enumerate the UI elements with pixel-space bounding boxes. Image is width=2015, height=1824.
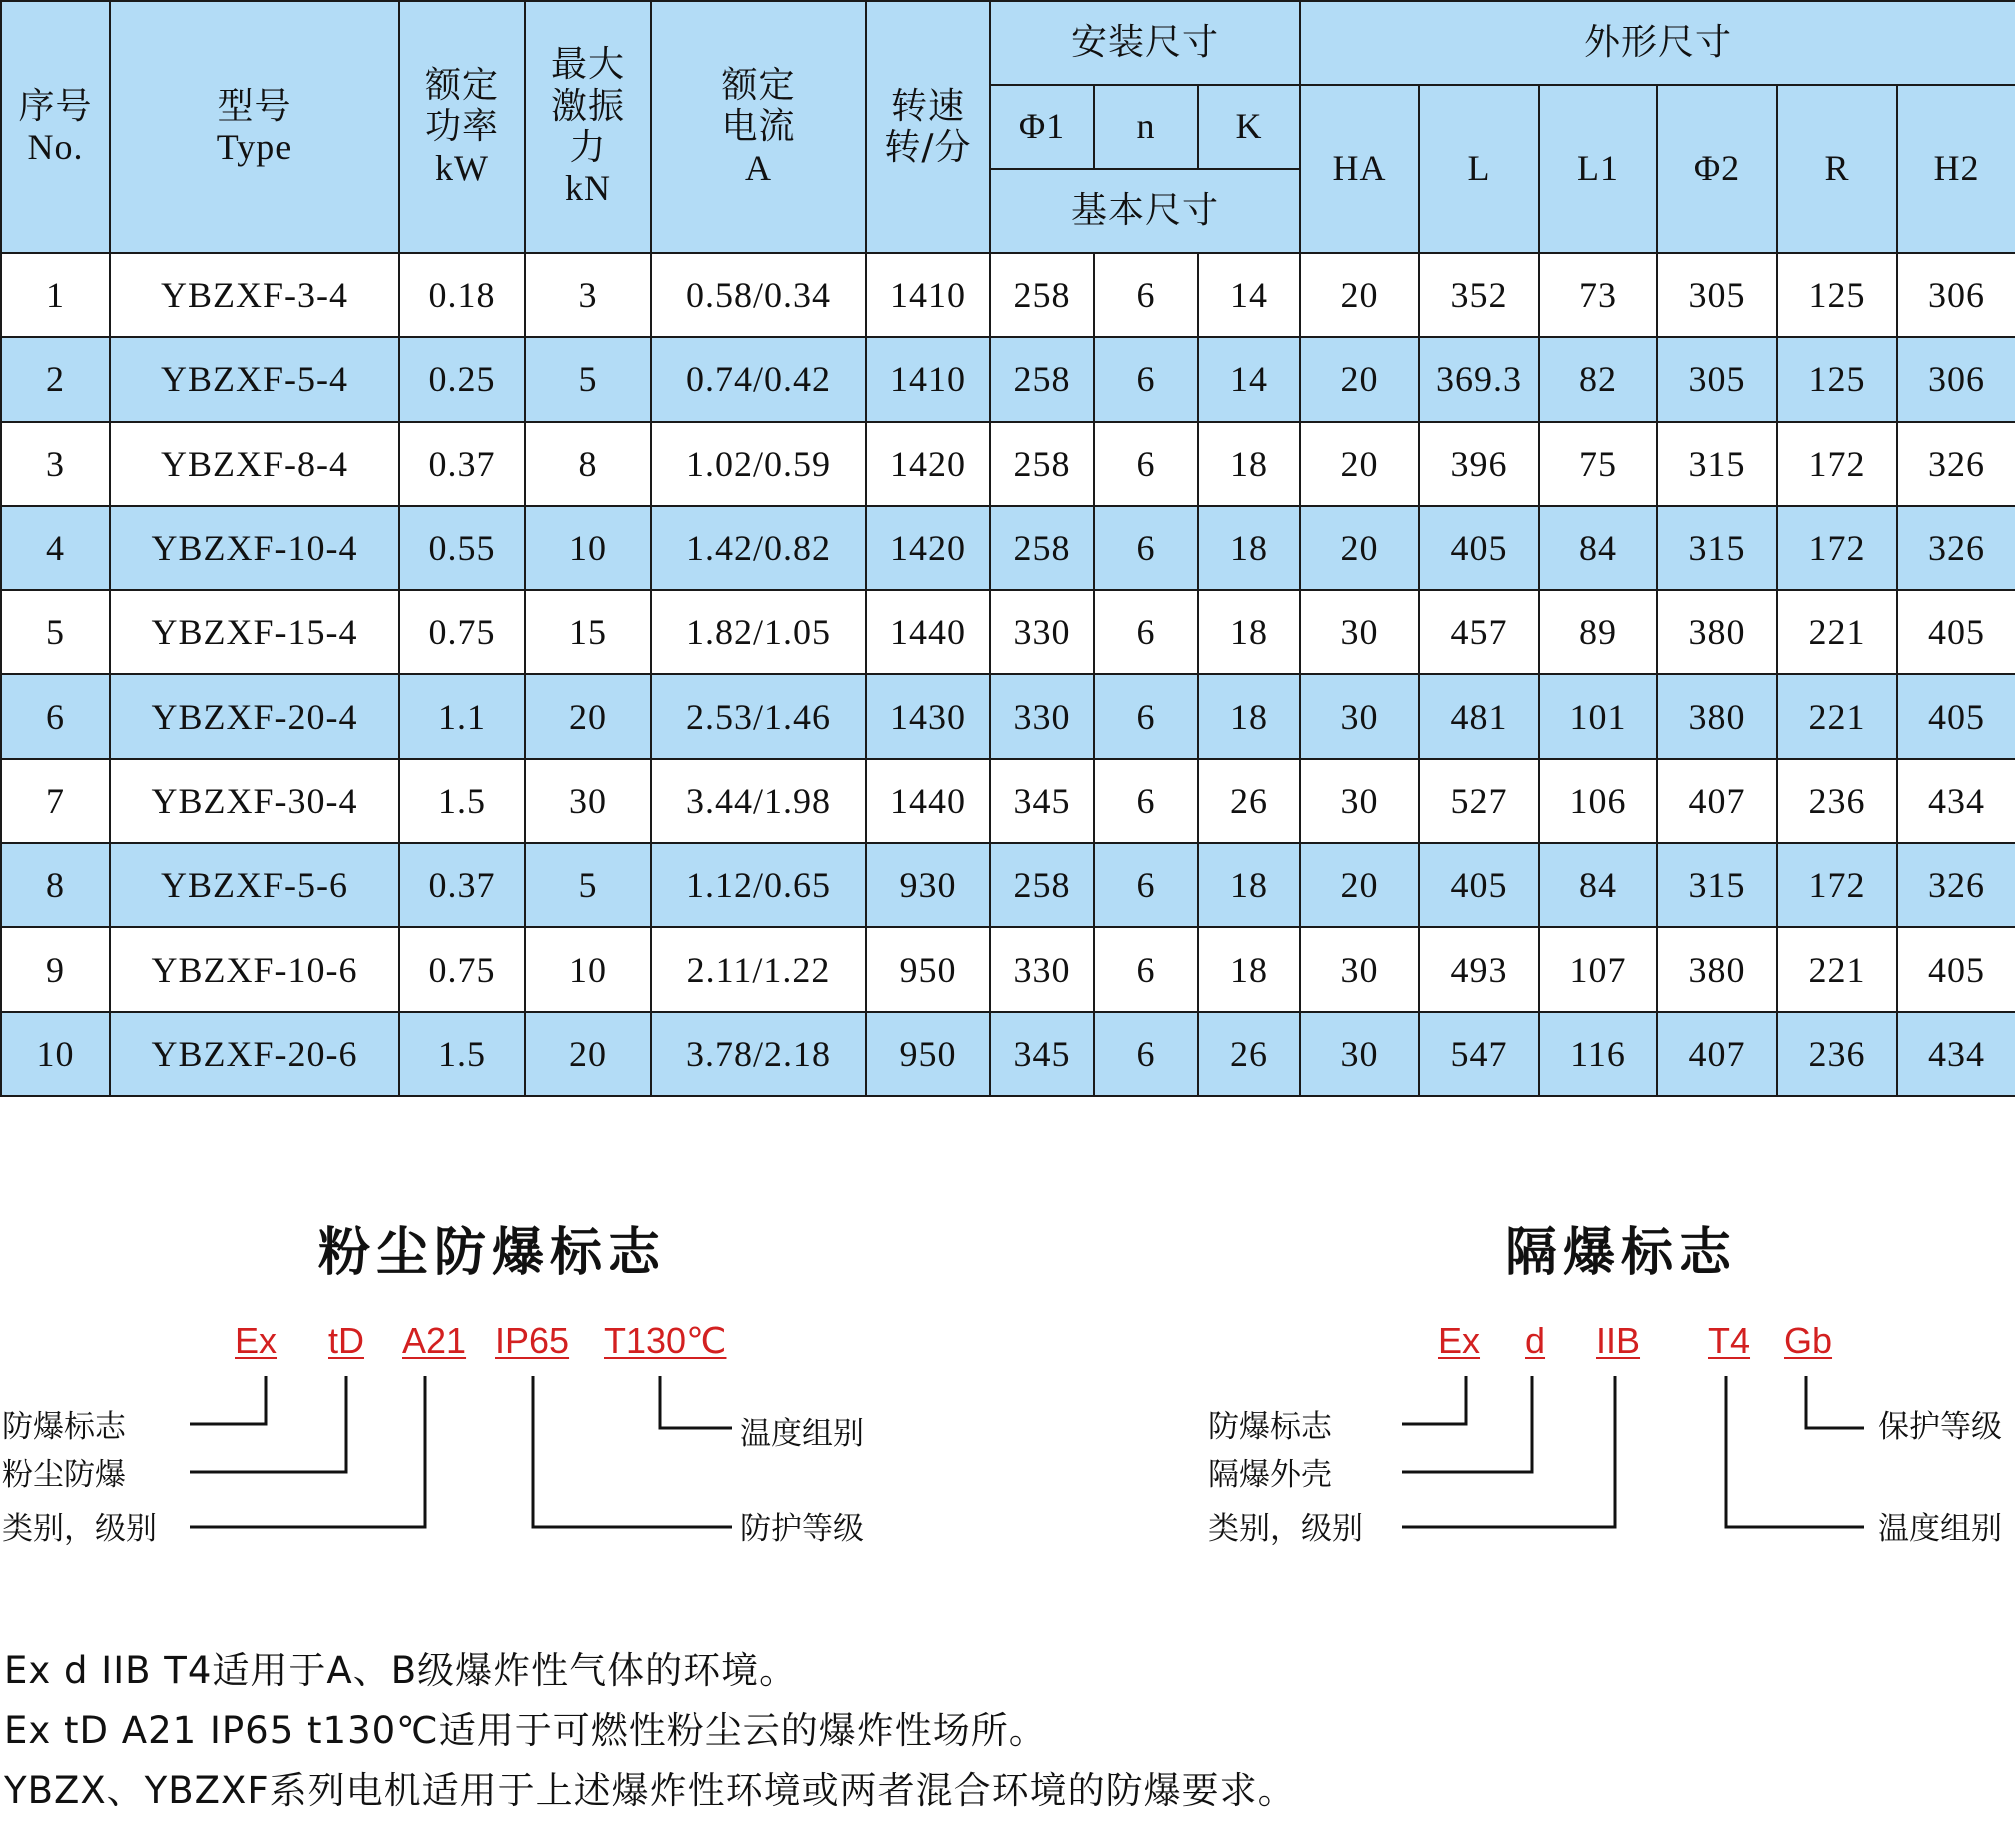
header-speed: 转速 转/分 bbox=[866, 1, 990, 253]
flame-title: 隔爆标志 bbox=[1505, 1223, 1738, 1283]
dust-connector-temp bbox=[660, 1376, 732, 1428]
header-ha: HA bbox=[1300, 85, 1419, 253]
cell-current: 1.82/1.05 bbox=[651, 590, 866, 674]
note-dust: Ex tD A21 IP65 t130℃适用于可燃性粉尘云的爆炸性场所。 bbox=[4, 1709, 1047, 1752]
flame-code-gb: Gb bbox=[1784, 1320, 1833, 1361]
cell-force: 10 bbox=[525, 506, 651, 590]
cell-ha: 30 bbox=[1300, 590, 1419, 674]
cell-power: 0.25 bbox=[399, 337, 525, 421]
cell-speed: 930 bbox=[866, 843, 990, 927]
cell-n: 6 bbox=[1094, 674, 1198, 758]
cell-ha: 20 bbox=[1300, 422, 1419, 506]
cell-l1: 116 bbox=[1539, 1012, 1657, 1096]
cell-phi2: 407 bbox=[1657, 759, 1777, 843]
cell-n: 6 bbox=[1094, 843, 1198, 927]
cell-type: YBZXF-20-4 bbox=[110, 674, 399, 758]
flame-code-d: d bbox=[1525, 1320, 1546, 1361]
cell-ha: 20 bbox=[1300, 506, 1419, 590]
cell-speed: 1440 bbox=[866, 759, 990, 843]
cell-current: 1.02/0.59 bbox=[651, 422, 866, 506]
cell-k: 18 bbox=[1198, 506, 1300, 590]
cell-type: YBZXF-8-4 bbox=[110, 422, 399, 506]
cell-seq: 5 bbox=[1, 590, 110, 674]
cell-seq: 10 bbox=[1, 1012, 110, 1096]
cell-current: 3.44/1.98 bbox=[651, 759, 866, 843]
dust-connector-ex bbox=[190, 1376, 266, 1424]
header-r: R bbox=[1777, 85, 1897, 253]
cell-phi1: 258 bbox=[990, 506, 1094, 590]
cell-ha: 30 bbox=[1300, 674, 1419, 758]
cell-power: 0.75 bbox=[399, 590, 525, 674]
dust-code-temp: T130℃ bbox=[604, 1320, 727, 1361]
cell-ha: 30 bbox=[1300, 1012, 1419, 1096]
cell-power: 1.1 bbox=[399, 674, 525, 758]
dust-label-category: 类别，级别 bbox=[2, 1511, 157, 1547]
cell-type: YBZXF-15-4 bbox=[110, 590, 399, 674]
note-gas: Ex d IIB T4适用于A、B级爆炸性气体的环境。 bbox=[4, 1649, 798, 1692]
cell-seq: 7 bbox=[1, 759, 110, 843]
cell-l1: 89 bbox=[1539, 590, 1657, 674]
cell-seq: 1 bbox=[1, 253, 110, 337]
cell-phi2: 380 bbox=[1657, 927, 1777, 1011]
flame-label-temp: 温度组别 bbox=[1878, 1511, 2002, 1547]
cell-phi2: 315 bbox=[1657, 843, 1777, 927]
cell-seq: 3 bbox=[1, 422, 110, 506]
flame-code-ex: Ex bbox=[1438, 1320, 1481, 1361]
dust-title: 粉尘防爆标志 bbox=[318, 1223, 667, 1283]
flame-code-iib: IIB bbox=[1596, 1320, 1641, 1361]
cell-power: 1.5 bbox=[399, 759, 525, 843]
cell-speed: 950 bbox=[866, 1012, 990, 1096]
cell-r: 172 bbox=[1777, 422, 1897, 506]
cell-l: 527 bbox=[1419, 759, 1539, 843]
cell-phi1: 258 bbox=[990, 843, 1094, 927]
cell-r: 236 bbox=[1777, 759, 1897, 843]
header-power: 额定 功率 kW bbox=[399, 1, 525, 253]
header-phi2: Φ2 bbox=[1657, 85, 1777, 253]
cell-current: 0.74/0.42 bbox=[651, 337, 866, 421]
cell-n: 6 bbox=[1094, 506, 1198, 590]
cell-r: 236 bbox=[1777, 1012, 1897, 1096]
cell-phi2: 305 bbox=[1657, 337, 1777, 421]
cell-h2: 306 bbox=[1897, 253, 2015, 337]
header-h2: H2 bbox=[1897, 85, 2015, 253]
cell-current: 3.78/2.18 bbox=[651, 1012, 866, 1096]
cell-k: 26 bbox=[1198, 759, 1300, 843]
cell-type: YBZXF-20-6 bbox=[110, 1012, 399, 1096]
dust-code-td: tD bbox=[328, 1320, 364, 1361]
cell-r: 125 bbox=[1777, 253, 1897, 337]
cell-h2: 326 bbox=[1897, 506, 2015, 590]
cell-k: 18 bbox=[1198, 843, 1300, 927]
cell-phi1: 330 bbox=[990, 927, 1094, 1011]
cell-l1: 84 bbox=[1539, 843, 1657, 927]
cell-n: 6 bbox=[1094, 590, 1198, 674]
cell-n: 6 bbox=[1094, 927, 1198, 1011]
cell-k: 18 bbox=[1198, 422, 1300, 506]
cell-force: 3 bbox=[525, 253, 651, 337]
cell-ha: 20 bbox=[1300, 337, 1419, 421]
cell-phi1: 258 bbox=[990, 422, 1094, 506]
cell-r: 221 bbox=[1777, 674, 1897, 758]
cell-r: 172 bbox=[1777, 506, 1897, 590]
cell-l: 405 bbox=[1419, 506, 1539, 590]
cell-n: 6 bbox=[1094, 1012, 1198, 1096]
dust-connector-a21 bbox=[190, 1376, 425, 1527]
cell-type: YBZXF-5-6 bbox=[110, 843, 399, 927]
cell-phi1: 258 bbox=[990, 337, 1094, 421]
flame-connector-iib bbox=[1402, 1376, 1615, 1527]
cell-speed: 1440 bbox=[866, 590, 990, 674]
cell-phi1: 330 bbox=[990, 590, 1094, 674]
cell-l: 396 bbox=[1419, 422, 1539, 506]
cell-current: 0.58/0.34 bbox=[651, 253, 866, 337]
cell-r: 172 bbox=[1777, 843, 1897, 927]
header-type: 型号 Type bbox=[110, 1, 399, 253]
cell-power: 0.55 bbox=[399, 506, 525, 590]
dust-label-protection: 防护等级 bbox=[740, 1511, 864, 1547]
cell-l: 493 bbox=[1419, 927, 1539, 1011]
cell-current: 2.53/1.46 bbox=[651, 674, 866, 758]
header-install-group: 安装尺寸 bbox=[990, 1, 1300, 85]
cell-phi2: 315 bbox=[1657, 506, 1777, 590]
dust-code-a21: A21 bbox=[402, 1320, 467, 1361]
cell-k: 26 bbox=[1198, 1012, 1300, 1096]
cell-seq: 4 bbox=[1, 506, 110, 590]
cell-n: 6 bbox=[1094, 253, 1198, 337]
dust-code-ex: Ex bbox=[235, 1320, 278, 1361]
cell-speed: 1410 bbox=[866, 337, 990, 421]
cell-h2: 405 bbox=[1897, 674, 2015, 758]
cell-l1: 82 bbox=[1539, 337, 1657, 421]
cell-speed: 1410 bbox=[866, 253, 990, 337]
cell-force: 30 bbox=[525, 759, 651, 843]
cell-ha: 30 bbox=[1300, 927, 1419, 1011]
cell-force: 5 bbox=[525, 337, 651, 421]
cell-power: 0.75 bbox=[399, 927, 525, 1011]
cell-l: 405 bbox=[1419, 843, 1539, 927]
cell-ha: 20 bbox=[1300, 843, 1419, 927]
cell-phi1: 330 bbox=[990, 674, 1094, 758]
cell-power: 0.18 bbox=[399, 253, 525, 337]
dust-label-temp: 温度组别 bbox=[740, 1416, 864, 1452]
cell-h2: 326 bbox=[1897, 843, 2015, 927]
cell-k: 14 bbox=[1198, 337, 1300, 421]
cell-h2: 405 bbox=[1897, 590, 2015, 674]
cell-l: 457 bbox=[1419, 590, 1539, 674]
header-k: K bbox=[1198, 85, 1300, 169]
cell-force: 5 bbox=[525, 843, 651, 927]
cell-type: YBZXF-5-4 bbox=[110, 337, 399, 421]
cell-l1: 75 bbox=[1539, 422, 1657, 506]
dust-code-ip65: IP65 bbox=[495, 1320, 570, 1361]
cell-n: 6 bbox=[1094, 422, 1198, 506]
cell-phi2: 407 bbox=[1657, 1012, 1777, 1096]
flame-connector-t4 bbox=[1726, 1376, 1864, 1527]
cell-k: 18 bbox=[1198, 927, 1300, 1011]
cell-type: YBZXF-3-4 bbox=[110, 253, 399, 337]
header-l: L bbox=[1419, 85, 1539, 253]
cell-phi2: 380 bbox=[1657, 590, 1777, 674]
cell-seq: 9 bbox=[1, 927, 110, 1011]
header-seq: 序号 No. bbox=[1, 1, 110, 253]
cell-seq: 8 bbox=[1, 843, 110, 927]
cell-l1: 84 bbox=[1539, 506, 1657, 590]
cell-h2: 434 bbox=[1897, 759, 2015, 843]
cell-current: 2.11/1.22 bbox=[651, 927, 866, 1011]
cell-phi1: 258 bbox=[990, 253, 1094, 337]
cell-h2: 326 bbox=[1897, 422, 2015, 506]
header-n: n bbox=[1094, 85, 1198, 169]
cell-speed: 950 bbox=[866, 927, 990, 1011]
cell-force: 10 bbox=[525, 927, 651, 1011]
cell-l1: 101 bbox=[1539, 674, 1657, 758]
cell-h2: 434 bbox=[1897, 1012, 2015, 1096]
flame-connector-gb bbox=[1806, 1376, 1864, 1428]
cell-n: 6 bbox=[1094, 337, 1198, 421]
dust-label-mark: 防爆标志 bbox=[2, 1409, 126, 1445]
dust-connector-ip65 bbox=[533, 1376, 732, 1527]
cell-seq: 2 bbox=[1, 337, 110, 421]
header-phi1: Φ1 bbox=[990, 85, 1094, 169]
flame-code-t4: T4 bbox=[1708, 1320, 1751, 1361]
header-force: 最大 激振 力 kN bbox=[525, 1, 651, 253]
cell-speed: 1420 bbox=[866, 422, 990, 506]
cell-power: 1.5 bbox=[399, 1012, 525, 1096]
cell-phi2: 315 bbox=[1657, 422, 1777, 506]
cell-force: 15 bbox=[525, 590, 651, 674]
cell-k: 18 bbox=[1198, 674, 1300, 758]
cell-current: 1.12/0.65 bbox=[651, 843, 866, 927]
cell-r: 125 bbox=[1777, 337, 1897, 421]
cell-speed: 1430 bbox=[866, 674, 990, 758]
cell-ha: 20 bbox=[1300, 253, 1419, 337]
header-outline-group: 外形尺寸 bbox=[1300, 1, 2015, 85]
cell-l: 352 bbox=[1419, 253, 1539, 337]
flame-connector-ex bbox=[1402, 1376, 1466, 1424]
flame-label-category: 类别，级别 bbox=[1208, 1511, 1363, 1547]
header-base-group: 基本尺寸 bbox=[990, 169, 1300, 253]
cell-l: 369.3 bbox=[1419, 337, 1539, 421]
cell-phi2: 305 bbox=[1657, 253, 1777, 337]
cell-k: 18 bbox=[1198, 590, 1300, 674]
cell-r: 221 bbox=[1777, 927, 1897, 1011]
cell-power: 0.37 bbox=[399, 843, 525, 927]
header-current: 额定 电流 A bbox=[651, 1, 866, 253]
cell-seq: 6 bbox=[1, 674, 110, 758]
cell-force: 20 bbox=[525, 1012, 651, 1096]
cell-l: 481 bbox=[1419, 674, 1539, 758]
cell-force: 20 bbox=[525, 674, 651, 758]
cell-h2: 405 bbox=[1897, 927, 2015, 1011]
cell-force: 8 bbox=[525, 422, 651, 506]
cell-k: 14 bbox=[1198, 253, 1300, 337]
cell-l1: 73 bbox=[1539, 253, 1657, 337]
cell-current: 1.42/0.82 bbox=[651, 506, 866, 590]
cell-phi1: 345 bbox=[990, 1012, 1094, 1096]
cell-ha: 30 bbox=[1300, 759, 1419, 843]
dust-label-dustproof: 粉尘防爆 bbox=[2, 1457, 126, 1493]
cell-l1: 106 bbox=[1539, 759, 1657, 843]
cell-n: 6 bbox=[1094, 759, 1198, 843]
header-l1: L1 bbox=[1539, 85, 1657, 253]
cell-type: YBZXF-30-4 bbox=[110, 759, 399, 843]
cell-phi2: 380 bbox=[1657, 674, 1777, 758]
cell-l: 547 bbox=[1419, 1012, 1539, 1096]
cell-power: 0.37 bbox=[399, 422, 525, 506]
flame-label-mark: 防爆标志 bbox=[1208, 1409, 1332, 1445]
note-series: YBZX、YBZXF系列电机适用于上述爆炸性环境或两者混合环境的防爆要求。 bbox=[4, 1769, 1296, 1812]
cell-phi1: 345 bbox=[990, 759, 1094, 843]
cell-l1: 107 bbox=[1539, 927, 1657, 1011]
cell-r: 221 bbox=[1777, 590, 1897, 674]
cell-type: YBZXF-10-6 bbox=[110, 927, 399, 1011]
flame-label-enclosure: 隔爆外壳 bbox=[1208, 1457, 1332, 1493]
cell-type: YBZXF-10-4 bbox=[110, 506, 399, 590]
cell-speed: 1420 bbox=[866, 506, 990, 590]
flame-label-protection: 保护等级 bbox=[1878, 1409, 2002, 1445]
cell-h2: 306 bbox=[1897, 337, 2015, 421]
